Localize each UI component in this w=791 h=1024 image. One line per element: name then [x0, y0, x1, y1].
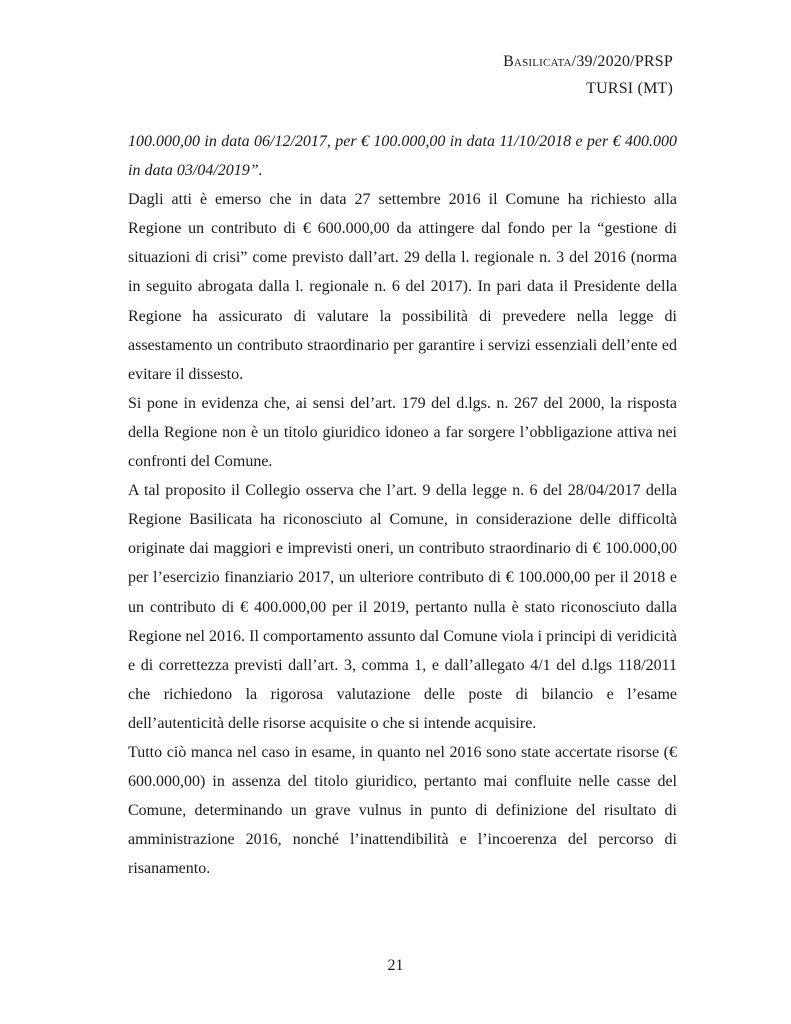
body-paragraph: Tutto ciò manca nel caso in esame, in quanto nel 2016 sono state accertate risorse (€ 600.000,00) in assenza del titolo giuridico, pertanto mai confluite nelle casse del Comune, determinando un grave vulnus in punto di definizione del risultato di amministrazione 2016, nonché l’inattendibilità e l’incoerenza del percorso di risanamento.	[128, 743, 677, 878]
body-paragraph: A tal proposito il Collegio osserva che l’art. 9 della legge n. 6 del 28/04/2017 della Regione Basilicata ha riconosciuto al Comune, in considerazione delle difficoltà originate dai maggiori e imprevisti oneri, un contributo straordinario di € 100.000,00 per l’esercizio finanziario 2017, un ulteriore contributo di € 100.000,00 per il 2018 e un contributo di € 400.000,00 per il 2019, pertanto nulla è stato riconosciuto dalla Regione nel 2016. Il comportamento assunto dal Comune viola i principi di veridicità e di correttezza previsti dall’art. 3, comma 1, e dall’allegato 4/1 del d.lgs 118/2011 che richiedono la rigorosa valutazione delle poste di bilancio e l’esame dell’autenticità delle risorse acquisite o che si intende acquisire.	[128, 482, 677, 732]
quoted-paragraph-continuation: 100.000,00 in data 06/12/2017, per € 100.000,00 in data 11/10/2018 e per € 400.000 in data 03/04/2019”.	[128, 133, 677, 180]
document-case-number: Basilicata/39/2020/PRSP	[503, 53, 673, 70]
body-paragraph: Dagli atti è emerso che in data 27 settembre 2016 il Comune ha richiesto alla Regione un contributo di € 600.000,00 da attingere dal fondo per la “gestione di situazioni di crisi” come previsto dall’art. 29 della l. regionale n. 3 del 2016 (norma in seguito abrogata dalla l. regionale n. 6 del 2017). In pari data il Presidente della Regione ha assicurato di valutare la possibilità di prevedere nella legge di assestamento un contributo straordinario per garantire i servizi essenziali dell’ente ed evitare il dissesto.	[128, 191, 677, 383]
body-paragraph: Si pone in evidenza che, ai sensi del’art. 179 del d.lgs. n. 267 del 2000, la risposta della Regione non è un titolo giuridico idoneo a far sorgere l’obbligazione attiva nei confronti del Comune.	[128, 394, 677, 471]
document-place: TURSI (MT)	[586, 80, 673, 97]
page-number: 21	[387, 957, 404, 974]
document-body	[128, 127, 677, 883]
